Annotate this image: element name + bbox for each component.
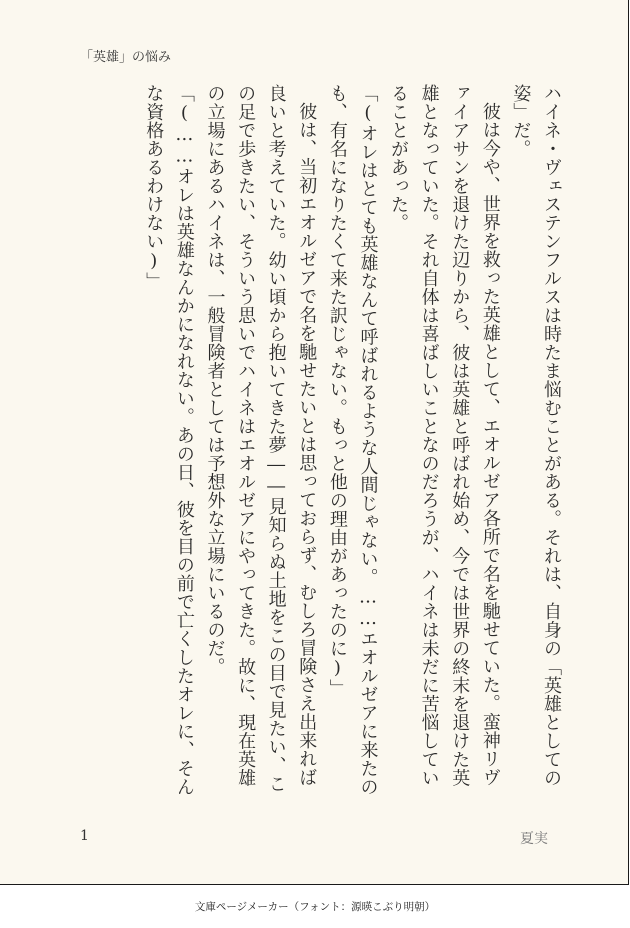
paragraph-2: 彼は今や、世界を救った英雄として、エオルゼア各所で名を馳せていた。蛮神リヴァイアサンを退けた辺りから、彼は英雄と呼ばれ始め、今では世界の終末を退けた英雄となっていた。それ自体は喜ばしいことなのだろうが、ハイネは未だに苦悩していることがあった。 xyxy=(388,84,501,787)
running-header-title: 「英雄」の悩み xyxy=(80,50,172,65)
author-name: 夏実 xyxy=(520,831,548,847)
vertical-body-text xyxy=(138,84,566,804)
paragraph-3: 「(オレはとても英雄なんて呼ばれるような人間じゃない。……エオルゼアに来たのも、有名になりたくて来た訳じゃない。もっと他の理由があったのに)」 xyxy=(326,84,379,796)
page-number: 1 xyxy=(80,828,89,844)
paragraph-4: 彼は、当初エオルゼアで名を馳せたいとは思っておらず、むしろ冒険さえ出来れば良いと考えていた。幼い頃から抱いてきた夢――見知らぬ土地をこの目で見たい、この足で歩きたい、そういう思いでハイネはエオルゼアにやってきた。故に、現在英雄の立場にあるハイネは、一般冒険者としては予想外な立場にいるのだ。 xyxy=(204,84,318,793)
generator-credit: 文庫ページメーカー（フォント：源暎こぶり明朝） xyxy=(194,901,436,913)
paragraph-1: ハイネ・ヴェステンフルスは時たま悩むことがある。それは、自身の「英雄としての姿」だ。 xyxy=(510,84,562,787)
paragraph-5: 「(……オレは英雄なんかになれない。あの日、彼を目の前で亡くしたオレに、そんな資格あるわけない)」 xyxy=(143,84,195,796)
